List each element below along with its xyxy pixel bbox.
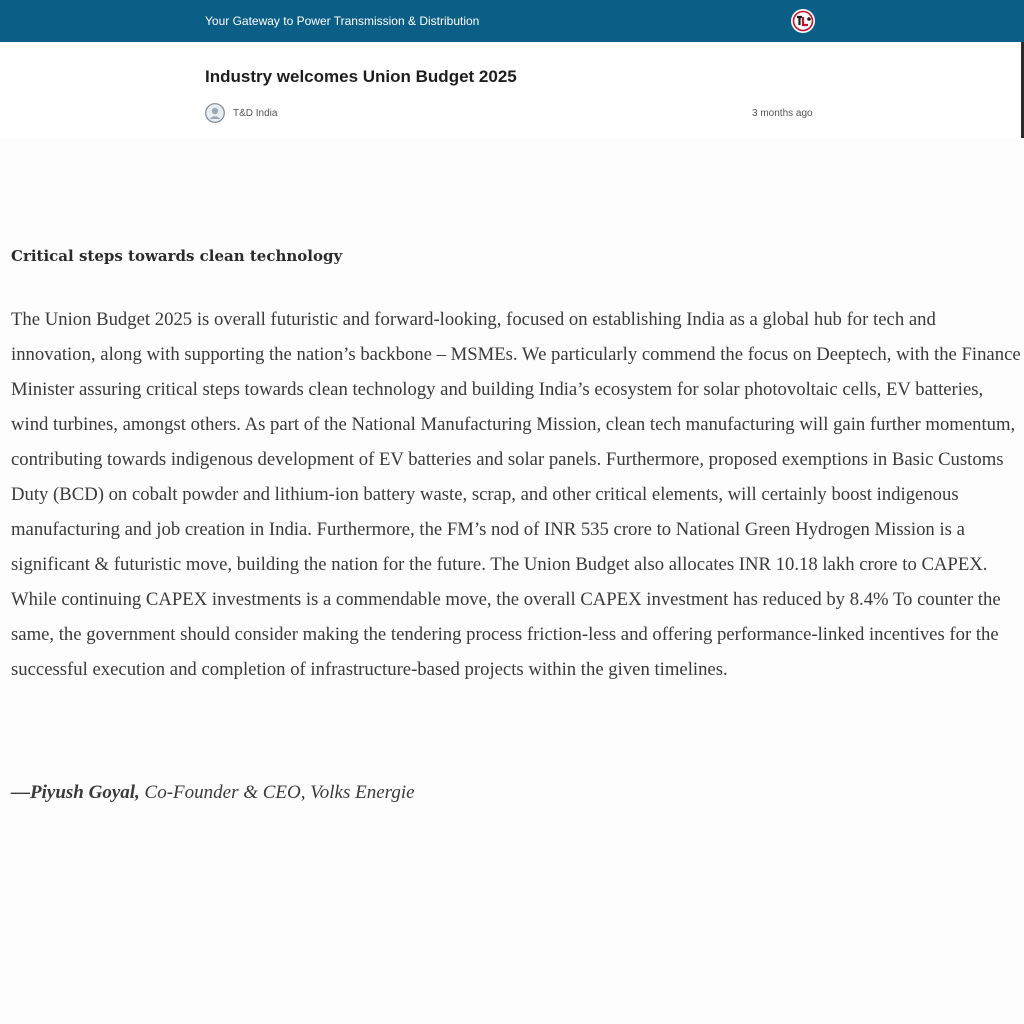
attribution-name: —Piyush Goyal,: [11, 782, 140, 803]
td-india-logo-icon[interactable]: [790, 8, 816, 34]
article-header: [0, 42, 1021, 138]
section-heading: Critical steps towards clean technology: [11, 247, 343, 265]
quote-attribution: [11, 779, 415, 807]
site-tagline: Your Gateway to Power Transmission & Distribution: [205, 14, 480, 28]
top-bar: [0, 0, 1024, 42]
article-body: The Union Budget 2025 is overall futuristic and forward-looking, focused on establishing India as a global hub for tech and innovation, along with supporting the nation’s backbone – MSMEs. We particularly commend the focus on Deeptech, with the Finance Minister assuring critical steps towards clean technology and building India’s ecosystem for solar photovoltaic cells, EV batteries, wind turbines, amongst others. As part of the National Manufacturing Mission, clean tech manufacturing will gain further momentum, contributing towards indigenous development of EV batteries and solar panels. Furthermore, proposed exemptions in Basic Customs Duty (BCD) on cobalt powder and lithium-ion battery waste, scrap, and other critical elements, will certainly boost indigenous manufacturing and job creation in India. Furthermore, the FM’s nod of INR 535 crore to National Green Hydrogen Mission is a significant & futuristic move, building the nation for the future. The Union Budget also allocates INR 10.18 lakh crore to CAPEX. While continuing CAPEX investments is a commendable move, the overall CAPEX investment has reduced by 8.4% To counter the same, the government should consider making the tendering process friction-less and offering performance-linked incentives for the successful execution and completion of infrastructure-based projects within the given timelines.: [11, 309, 1021, 680]
post-timestamp: 3 months ago: [752, 108, 813, 119]
article-title: Industry welcomes Union Budget 2025: [205, 67, 517, 86]
author-name[interactable]: T&D India: [233, 108, 278, 119]
attribution-role: Co-Founder & CEO, Volks Energie: [139, 782, 415, 803]
user-avatar-icon[interactable]: [205, 103, 225, 123]
